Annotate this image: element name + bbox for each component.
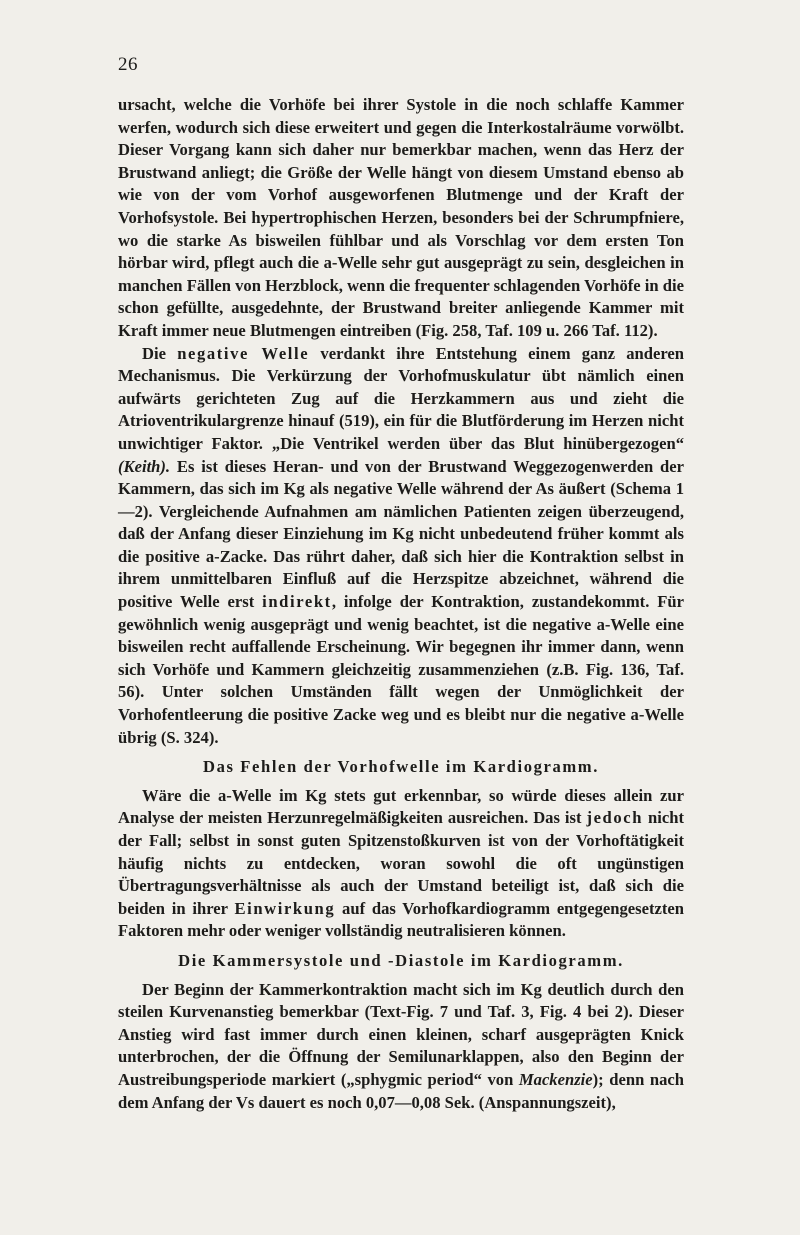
- spaced-text: negative Welle: [177, 343, 310, 363]
- text-run: Der Beginn der Kammerkontraktion macht sich im Kg deutlich durch den steilen Kurvenanstieg bemerkbar (Text-Fig. 7 und Taf. 3, Fig. 4 bei 2). Dieser Anstieg wird fast immer durch einen kleinen, scharf ausgeprägten Knick unterbrochen, der die Öffnung der Semilunarklappen, also den Beginn der Austreibungsperiode markiert („sphygmic period“ von: [118, 979, 684, 1089]
- italic-text: (Keith).: [118, 456, 171, 476]
- spaced-text: jedoch: [586, 808, 644, 828]
- section-heading: [118, 950, 684, 973]
- spaced-text: Die Kammersystole und -Diastole im Kardiogramm.: [178, 950, 624, 970]
- paragraph: [118, 94, 684, 343]
- text-run: Wäre die a-Welle im Kg stets gut erkennbar, so würde dieses allein zur Analyse der meisten Herzunregelmäßigkeiten ausreichen. Das ist: [118, 785, 684, 828]
- text-run: ursacht, welche die Vorhöfe bei ihrer Systole in die noch schlaffe Kammer werfen, wodurch sich diese erweitert und gegen die Interkostalräume vorwölbt. Dieser Vorgang kann sich daher nur bemerkbar machen, wenn das Herz der Brustwand anliegt; die Größe der Welle hängt von diesem Umstand ebenso ab wie von der vom Vorhof ausgeworfenen Blutmenge und der Kraft der Vorhofsystole. Bei hypertrophischen Herzen, besonders bei der Schrumpfniere, wo die starke As bisweilen fühlbar und als Vorschlag vor dem ersten Ton hörbar wird, pflegt auch die a-Welle sehr gut ausgeprägt zu sein, desgleichen in manchen Fällen von Herzblock, wenn die frequenter schlagenden Vorhöfe in die schon gefüllte, ausgedehnte, der Brustwand breiter anliegende Kammer mit Kraft immer neue Blutmengen eintreiben (Fig. 258, Taf. 109 u. 266 Taf. 112).: [118, 95, 684, 340]
- spaced-text: Einwirkung: [234, 898, 336, 918]
- page-number: 26: [118, 54, 138, 75]
- text-run: , infolge der Kontraktion, zustandekommt. Für gewöhnlich wenig ausgeprägt und wenig beachtet, ist die negative a-Welle eine bisweilen recht auffallende Erscheinung. Wir begegnen ihr immer dann, wenn sich Vorhöfe und Kammern gleichzeitig zusammenziehen (z.B. Fig. 136, Taf. 56). Unter solchen Umständen fällt wegen der Unmöglichkeit der Vorhofentleerung die positive Zacke weg und es bleibt nur die negative a-Welle übrig (S. 324).: [118, 592, 684, 747]
- text-run: Es ist dieses Heran- und von der Brustwand Weggezogenwerden der Kammern, das sich im Kg als negative Welle während der As äußert (Schema 1—2). Vergleichende Aufnahmen am nämlichen Patienten zeigen überzeugend, daß der Anfang dieser Einziehung im Kg nicht unbedeutend früher kommt als die positive a-Zacke. Das rührt daher, daß sich hier die Kontraktion selbst in ihrem unmittelbaren Einfluß auf die Herzspitze abzeichnet, während die positive Welle erst: [118, 456, 684, 612]
- text-run: nicht der Fall; selbst in sonst guten Spitzenstoßkurven ist von der Vorhoftätigkeit häufig nichts zu entdecken, woran sowohl die oft ungünstigen Übertragungsverhältnisse als auch der Umstand beteiligt ist, daß sich die beiden in ihrer: [118, 808, 684, 918]
- text-run: ); denn nach dem Anfang der Vs dauert es noch 0,07—0,08 Sek. (Anspannungszeit),: [118, 1069, 684, 1112]
- section-heading: [118, 756, 684, 779]
- text-run: auf das Vorhofkardiogramm entgegengesetzten Faktoren mehr oder weniger vollständig neutralisieren können.: [118, 898, 684, 941]
- paragraph: [118, 785, 684, 943]
- spaced-text: Das Fehlen der Vorhofwelle im Kardiogramm.: [203, 757, 599, 777]
- paragraph: [118, 979, 684, 1115]
- text-run: verdankt ihre Entstehung einem ganz anderen Mechanismus. Die Verkürzung der Vorhofmuskulatur übt nämlich einen aufwärts gerichteten Zug auf die Herzkammern aus und zieht die Atrioventrikulargrenze hinauf (519), ein für die Blutförderung im Herzen nicht unwichtiger Faktor. „Die Ventrikel werden über das Blut hinübergezogen“: [118, 343, 684, 453]
- italic-text: Mackenzie: [518, 1069, 593, 1089]
- paragraph: [118, 343, 684, 750]
- text-run: Die: [142, 343, 178, 363]
- spaced-text: indirekt: [262, 592, 332, 612]
- body-text: [118, 94, 684, 1114]
